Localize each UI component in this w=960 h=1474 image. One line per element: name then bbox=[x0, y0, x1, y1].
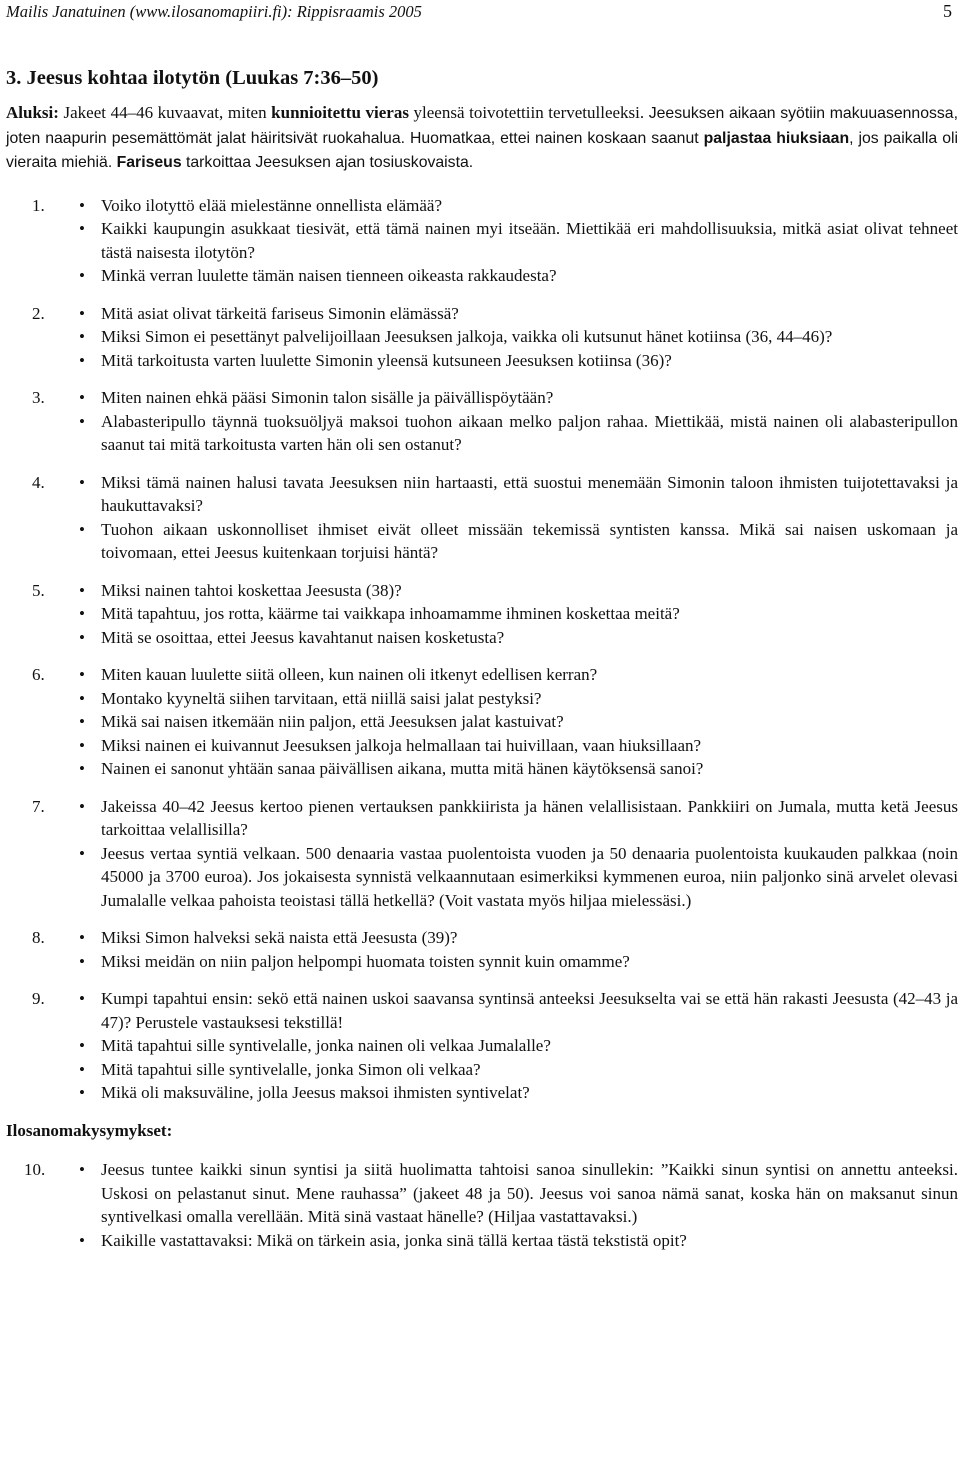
bullet-icon: • bbox=[79, 928, 85, 947]
question-text: Miten nainen ehkä pääsi Simonin talon sisälle ja päivällispöytään? bbox=[101, 388, 554, 407]
running-title: Mailis Janatuinen (www.ilosanomapiiri.fi): Rippisraamis 2005 bbox=[6, 2, 422, 21]
question-text: Montako kyyneltä siihen tarvitaan, että niillä saisi jalat pestyksi? bbox=[101, 688, 542, 708]
question-text: Miksi tämä nainen halusi tavata Jeesuksen niin hartaasti, että suostui menemään Simonin taloon ihmisten tuijotettavaksi ja haukuttavaksi? bbox=[101, 472, 958, 515]
question-item bbox=[79, 1229, 958, 1253]
question-text: Mitä tapahtuu, jos rotta, käärme tai vaikkapa inhoamamme ihminen koskettaa meitä? bbox=[101, 604, 680, 623]
intro-paragraph bbox=[6, 101, 958, 175]
intro-text-2: yleensä toivotettiin tervetulleeksi. bbox=[408, 103, 649, 122]
bullet-icon: • bbox=[79, 712, 85, 731]
question-item bbox=[79, 842, 958, 913]
question-number: 10. bbox=[24, 1160, 46, 1179]
question-group-1 bbox=[6, 194, 958, 288]
bullet-icon: • bbox=[79, 843, 85, 863]
question-text: Mitä se osoittaa, ettei Jeesus kavahtanut naisen kosketusta? bbox=[101, 627, 505, 647]
question-item bbox=[79, 1158, 958, 1229]
question-item bbox=[79, 386, 958, 410]
intro-text-5: tarkoittaa Jeesuksen ajan tosiuskovaista. bbox=[181, 154, 474, 171]
question-text: Mikä sai naisen itkemään niin paljon, että Jeesuksen jalat kastuivat? bbox=[101, 712, 564, 731]
bullet-icon: • bbox=[79, 665, 85, 684]
question-item bbox=[79, 302, 958, 326]
question-text: Miksi Simon halveksi sekä naista että Jeesusta (39)? bbox=[101, 928, 458, 947]
question-item bbox=[79, 1034, 958, 1058]
bullet-icon: • bbox=[79, 688, 85, 708]
bullet-icon: • bbox=[79, 472, 85, 492]
bullet-icon: • bbox=[79, 580, 85, 600]
intro-label: Aluksi: bbox=[6, 103, 59, 122]
bullet-icon: • bbox=[79, 989, 85, 1008]
question-item bbox=[79, 1058, 958, 1082]
question-text: Kaikille vastattavaksi: Mikä on tärkein asia, jonka sinä tällä kertaa tästä tekstistä opit? bbox=[101, 1230, 687, 1250]
question-group-3 bbox=[6, 386, 958, 457]
intro-bold-2: paljastaa hiuksiaan bbox=[703, 129, 850, 147]
page-content bbox=[6, 66, 958, 1266]
question-text: Alabasteripullo täynnä tuoksuöljyä maksoi tuohon aikaan melko paljon rahaa. Miettikää, mistä nainen oli alabasteripullon saanut tai mitä tarkoitusta varten hän oli sen ostanut? bbox=[101, 411, 958, 454]
question-number: 5. bbox=[32, 580, 45, 600]
bullet-icon: • bbox=[79, 627, 85, 647]
question-group-8 bbox=[6, 926, 958, 973]
question-number: 1. bbox=[32, 195, 45, 215]
question-text: Mitä tapahtui sille syntivelalle, jonka nainen oli velkaa Jumalalle? bbox=[101, 1036, 551, 1055]
intro-bold-3: Fariseus bbox=[116, 154, 182, 171]
question-text: Miten kauan luulette siitä olleen, kun nainen oli itkenyt edellisen kerran? bbox=[101, 665, 598, 684]
intro-text-3: Jeesuksen aikaan syötiin makuuasennossa, joten naapurin pesemättömät jalat häiritsivät ruokahalua. Huomatkaa, ettei nainen koskaan saanut bbox=[6, 105, 958, 147]
question-group-7 bbox=[6, 795, 958, 913]
question-item bbox=[79, 602, 958, 626]
question-text: Kumpi tapahtui ensin: sekö että nainen uskoi saavansa syntinsä anteeksi Jeesukselta vai se että hän rakasti Jeesusta (42–43 ja 47)? Perustele vastauksesi tekstillä! bbox=[101, 989, 958, 1032]
question-text: Mitä asiat olivat tärkeitä fariseus Simonin elämässä? bbox=[101, 303, 459, 323]
question-item bbox=[79, 217, 958, 264]
question-item bbox=[79, 325, 958, 349]
bullet-icon: • bbox=[79, 735, 85, 755]
question-item bbox=[79, 663, 958, 687]
question-list bbox=[6, 194, 958, 1105]
question-number: 9. bbox=[32, 989, 45, 1008]
page-number: 5 bbox=[943, 1, 952, 21]
question-text: Miksi nainen tahtoi koskettaa Jeesusta (38)? bbox=[101, 580, 402, 600]
question-item bbox=[79, 795, 958, 842]
question-text: Jeesus tuntee kaikki sinun syntisi ja siitä huolimatta tahtoisi sanoa sinullekin: ”Kaikki sinun syntisi on annettu anteeksi. Uskosi on pelastanut sinut. Mene rauhassa” (jakeet 48 ja 50). Jeesus voi sanoa nämä sanat, koska hän on maksanut sinun syntivelkasi omalla verellään. Mitä sinä vastaat hänelle? (Hiljaa vastattavaksi.) bbox=[101, 1160, 958, 1226]
question-item bbox=[79, 1081, 958, 1105]
intro-text-4: , jos paikalla oli vieraita miehiä. bbox=[6, 129, 958, 171]
question-item bbox=[79, 950, 958, 974]
question-text: Miksi meidän on niin paljon helpompi huomata toisten synnit kuin omamme? bbox=[101, 951, 630, 971]
question-group-5 bbox=[6, 579, 958, 650]
question-item bbox=[79, 410, 958, 457]
question-number: 6. bbox=[32, 665, 45, 684]
question-number: 4. bbox=[32, 472, 45, 492]
bullet-icon: • bbox=[79, 303, 85, 323]
question-group-4 bbox=[6, 471, 958, 565]
section-title: 3. Jeesus kohtaa ilotytön (Luukas 7:36–50) bbox=[6, 67, 379, 89]
bullet-icon: • bbox=[79, 388, 85, 407]
question-item bbox=[79, 518, 958, 565]
bullet-icon: • bbox=[79, 219, 85, 238]
bullet-icon: • bbox=[79, 1230, 85, 1250]
question-text: Nainen ei sanonut yhtään sanaa päivällisen aikana, mutta mitä hänen käytöksensä sanoi? bbox=[101, 759, 704, 778]
question-text: Miksi Simon ei pesettänyt palvelijoillaan Jeesuksen jalkoja, vaikka oli kutsunut hänet kotiinsa (36, 44–46)? bbox=[101, 327, 833, 346]
bullet-icon: • bbox=[79, 1036, 85, 1055]
question-text: Miksi nainen ei kuivannut Jeesuksen jalkoja helmallaan tai huivillaan, vaan hiuksillaan? bbox=[101, 735, 702, 755]
question-item bbox=[79, 626, 958, 650]
question-group-10 bbox=[6, 1158, 958, 1252]
question-item bbox=[79, 687, 958, 711]
question-number: 8. bbox=[32, 928, 45, 947]
bullet-icon: • bbox=[79, 796, 85, 816]
bullet-icon: • bbox=[79, 1059, 85, 1079]
bullet-icon: • bbox=[79, 759, 85, 778]
bullet-icon: • bbox=[79, 519, 85, 539]
question-text: Mitä tarkoitusta varten luulette Simonin yleensä kutsuneen Jeesuksen kotiinsa (36)? bbox=[101, 350, 672, 370]
question-item bbox=[79, 757, 958, 781]
page-header bbox=[6, 0, 952, 24]
question-text: Kaikki kaupungin asukkaat tiesivät, että tämä nainen myi itseään. Miettikää eri mahdollisuuksia, mitkä asiat olivat tehneet tästä naisesta ilotytön? bbox=[101, 219, 958, 262]
question-text: Mitä tapahtui sille syntivelalle, jonka Simon oli velkaa? bbox=[101, 1059, 481, 1079]
question-text: Voiko ilotyttö elää mielestänne onnellista elämää? bbox=[101, 195, 442, 215]
question-text: Jeesus vertaa syntiä velkaan. 500 denaaria vastaa puolentoista vuoden ja 50 denaaria puolentoista kuukauden palkkaa (noin 45000 ja 3700 euroa). Jos jokaisesta synnistä velkaannutaan esimerkiksi kymmenen euroa, niin paljonko sinä arvelet olevasi Jumalalle velkaa pahoista teoistasi tällä hetkellä? (Voit vastata myös hiljaa mielessäsi.) bbox=[101, 843, 958, 910]
bullet-icon: • bbox=[79, 327, 85, 346]
question-group-9 bbox=[6, 987, 958, 1105]
question-item bbox=[79, 734, 958, 758]
question-item bbox=[79, 471, 958, 518]
question-number: 2. bbox=[32, 303, 45, 323]
question-item bbox=[79, 349, 958, 373]
question-number: 7. bbox=[32, 796, 45, 816]
question-text: Mikä oli maksuväline, jolla Jeesus maksoi ihmisten syntivelat? bbox=[101, 1083, 530, 1102]
bullet-icon: • bbox=[79, 1083, 85, 1102]
question-item bbox=[79, 579, 958, 603]
question-group-6 bbox=[6, 663, 958, 781]
bullet-icon: • bbox=[79, 350, 85, 370]
question-text: Jakeissa 40–42 Jeesus kertoo pienen vertauksen pankkiirista ja hänen velallisistaan. Pankkiiri on Jumala, mutta ketä Jeesus tarkoittaa velallisilla? bbox=[101, 796, 958, 839]
bullet-icon: • bbox=[79, 604, 85, 623]
question-item bbox=[79, 926, 958, 950]
question-number: 3. bbox=[32, 388, 45, 407]
bullet-icon: • bbox=[79, 195, 85, 215]
question-item bbox=[79, 987, 958, 1034]
question-item bbox=[79, 710, 958, 734]
question-group-2 bbox=[6, 302, 958, 373]
question-item bbox=[79, 264, 958, 288]
gospel-title: Ilosanomakysymykset: bbox=[6, 1120, 173, 1140]
bullet-icon: • bbox=[79, 951, 85, 971]
question-text: Tuohon aikaan uskonnolliset ihmiset eivät olleet missään tekemissä syntisten kanssa. Mikä sai naisen uskomaan ja toivomaan, ettei Jeesus kuitenkaan torjuisi häntä? bbox=[101, 519, 958, 562]
intro-text-1: Jakeet 44–46 kuvaavat, miten bbox=[58, 103, 272, 122]
bullet-icon: • bbox=[79, 266, 85, 285]
question-text: Minkä verran luulette tämän naisen tienneen oikeasta rakkaudesta? bbox=[101, 266, 557, 285]
bullet-icon: • bbox=[79, 1160, 85, 1179]
question-item bbox=[79, 194, 958, 218]
intro-bold-1: kunnioitettu vieras bbox=[271, 103, 409, 122]
bullet-icon: • bbox=[79, 411, 85, 431]
